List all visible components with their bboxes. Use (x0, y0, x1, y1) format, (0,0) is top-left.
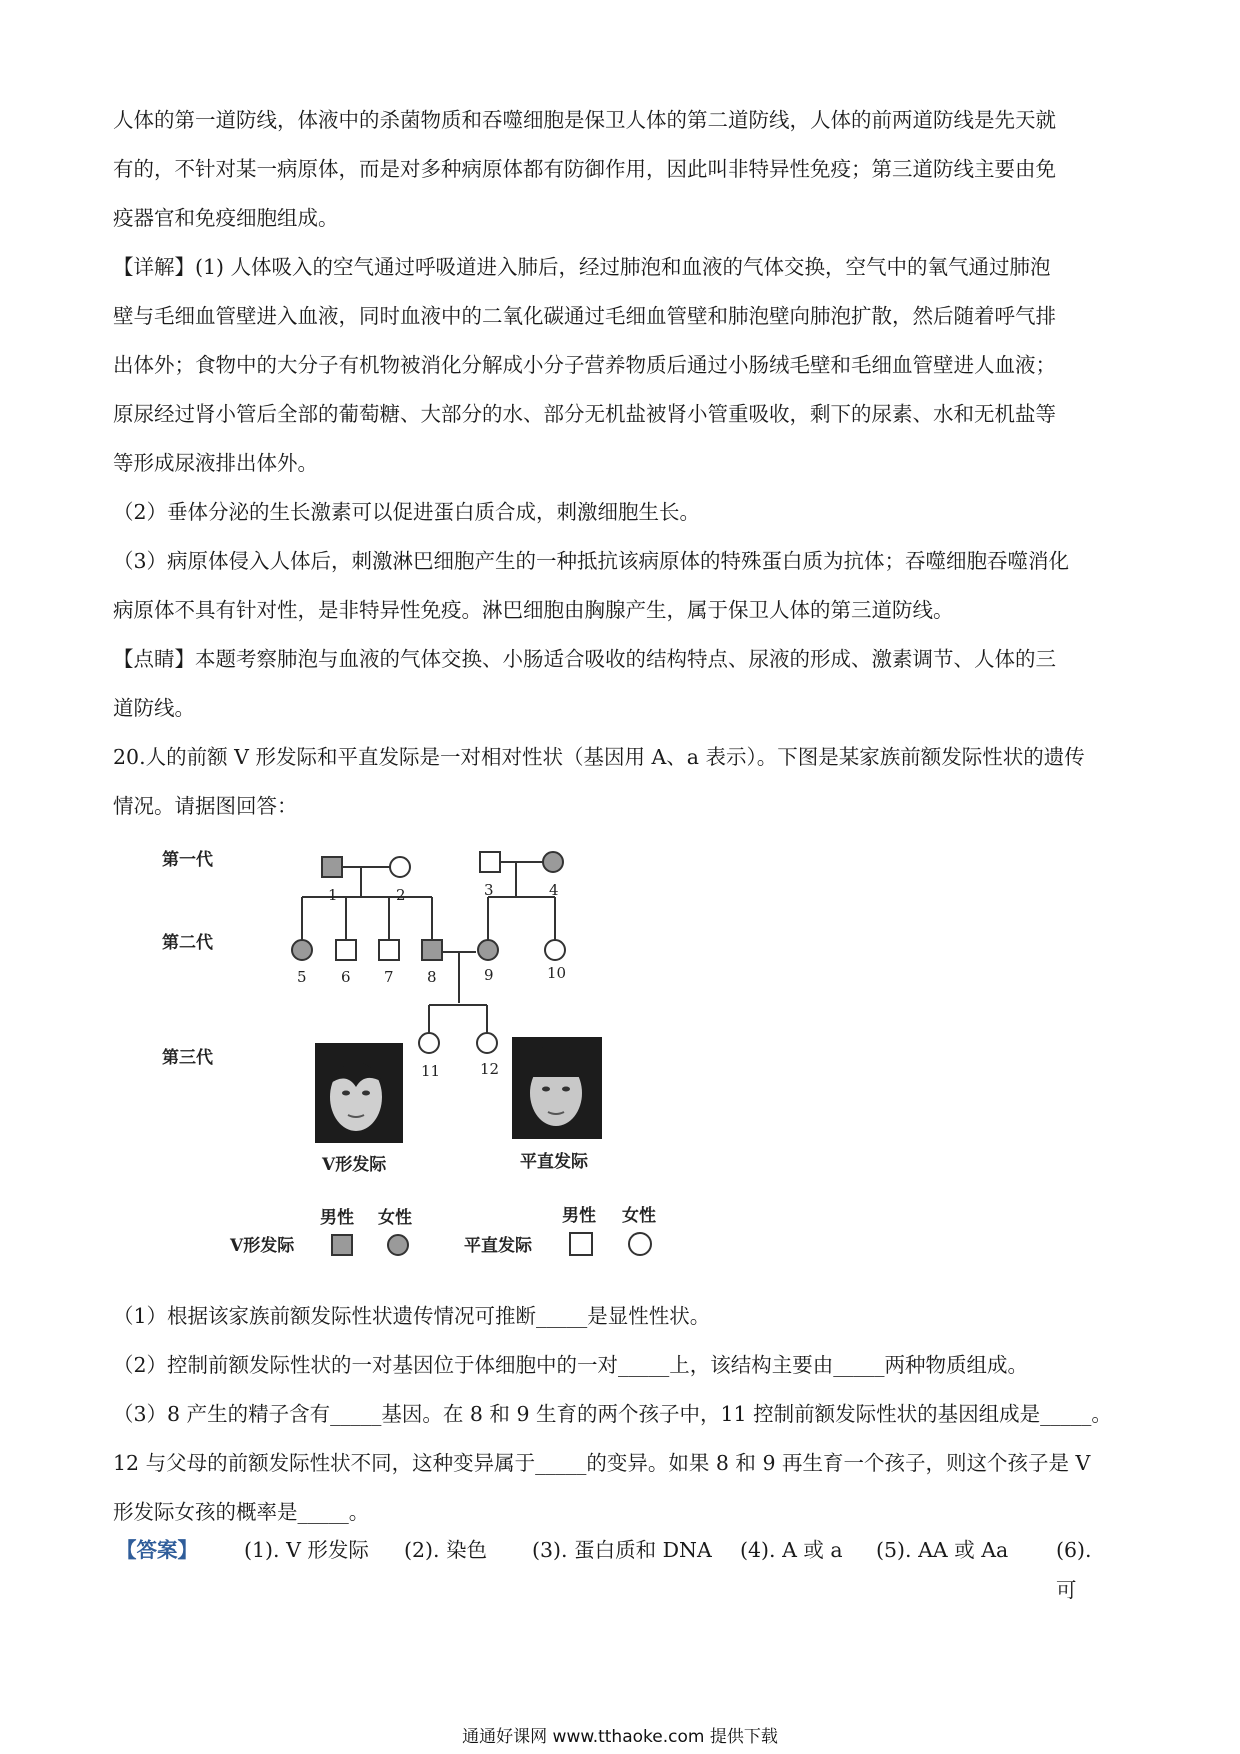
individual-number-7: 7 (384, 968, 394, 986)
question-stem: 20.人的前额 V 形发际和平直发际是一对相对性状（基因用 A、a 表示）。下图是某家族前额发际性状的遗传 (113, 745, 1085, 769)
individual-10-female-straight (545, 940, 565, 960)
generation-label-1: 第一代 (162, 850, 213, 870)
individual-number-4: 4 (549, 881, 559, 899)
legend-v-label: V形发际 (230, 1236, 295, 1256)
individual-4-female-v (543, 852, 563, 872)
detail-tag: 【详解】 (113, 255, 195, 279)
individual-number-9: 9 (484, 966, 494, 984)
question-3: （3）8 产生的精子含有_____基因。在 8 和 9 生育的两个孩子中，11 控制前额发际性状的基因组成是_____。 (113, 1402, 1112, 1426)
photo-caption-straight: 平直发际 (520, 1152, 588, 1172)
individual-3-male-straight (480, 852, 500, 872)
answer-item: (1). V 形发际 (244, 1538, 369, 1562)
explanation-text (113, 96, 1133, 831)
para-line: 有的，不针对某一病原体，而是对多种病原体都有防御作用，因此叫非特异性免疫；第三道防线主要由免 (113, 157, 1056, 181)
legend (229, 1205, 656, 1256)
legend-male-label-2: 男性 (562, 1206, 596, 1226)
individual-7-male-straight (379, 940, 399, 960)
photo-straight-hairline (512, 1037, 602, 1139)
legend-v-male-symbol (332, 1235, 352, 1255)
answer-item: (3). 蛋白质和 DNA (532, 1538, 712, 1562)
question-3-cont: 12 与父母的前额发际性状不同，这种变异属于_____的变异。如果 8 和 9 再生育一个孩子，则这个孩子是 V (113, 1451, 1091, 1475)
answer-item: (2). 染色 (404, 1538, 488, 1562)
legend-female-label-2: 女性 (622, 1206, 656, 1226)
legend-straight-male-symbol (570, 1233, 592, 1255)
para-line: 原尿经过肾小管后全部的葡萄糖、大部分的水、部分无机盐被肾小管重吸收，剩下的尿素、水和无机盐等 (113, 402, 1056, 426)
para-line: 疫器官和免疫细胞组成。 (113, 206, 339, 230)
individual-11-female-v (419, 1033, 439, 1053)
individual-number-3: 3 (484, 881, 494, 899)
para-line: 病原体不具有针对性，是非特异性免疫。淋巴细胞由胸腺产生，属于保卫人体的第三道防线。 (113, 598, 954, 622)
para-line: 出体外；食物中的大分子有机物被消化分解成小分子营养物质后通过小肠绒毛壁和毛细血管壁进人血液； (113, 353, 1056, 377)
individual-number-8: 8 (427, 968, 437, 986)
generation-label-2: 第二代 (162, 933, 213, 953)
para-line: 壁与毛细血管壁进入血液，同时血液中的二氧化碳通过毛细血管壁和肺泡壁向肺泡扩散，然后随着呼气排 (113, 304, 1056, 328)
footer: 通通好课网 www.tthaoke.com 提供下载 (462, 1727, 778, 1747)
individual-number-1: 1 (328, 886, 338, 904)
para-line: （3）病原体侵入人体后，刺激淋巴细胞产生的一种抵抗该病原体的特殊蛋白质为抗体；吞噬细胞吞噬消化 (113, 549, 1070, 573)
detail-section: 【详解】(1) 人体吸入的空气通过呼吸道进入肺后，经过肺泡和血液的气体交换，空气中的氧气通过肺泡 (113, 255, 1051, 279)
answer-item: (4). A 或 a (740, 1538, 843, 1562)
legend-v-female-symbol (388, 1235, 408, 1255)
para-line: （2）垂体分泌的生长激素可以促进蛋白质合成，刺激细胞生长。 (113, 500, 701, 524)
individual-5-female-v (292, 940, 312, 960)
question-stem: 情况。请据图回答： (113, 794, 298, 818)
individual-number-11: 11 (421, 1062, 441, 1080)
comment-tag: 【点睛】 (113, 647, 195, 671)
generation-label-3: 第三代 (162, 1048, 213, 1068)
legend-straight-label: 平直发际 (464, 1236, 532, 1256)
individual-number-2: 2 (396, 886, 406, 904)
individual-2-female-straight (390, 857, 410, 877)
questions (113, 1292, 1133, 1537)
para-line: 等形成尿液排出体外。 (113, 451, 318, 475)
legend-female-label-1: 女性 (378, 1208, 412, 1228)
photo-v-hairline (315, 1043, 403, 1143)
individual-number-10: 10 (547, 964, 567, 982)
individual-1-male-v (322, 857, 342, 877)
para-line: 道防线。 (113, 696, 195, 720)
question-2: （2）控制前额发际性状的一对基因位于体细胞中的一对_____上，该结构主要由_____两种物质组成。 (113, 1353, 1029, 1377)
pedigree-diagram (150, 825, 710, 1265)
answer-item: (5). AA 或 Aa (876, 1538, 1009, 1562)
individual-8-male-v (422, 940, 442, 960)
legend-straight-female-symbol (629, 1233, 651, 1255)
answer-item: (6). 可 (1056, 1538, 1092, 1602)
photo-caption-v: V形发际 (322, 1155, 387, 1175)
individual-12-female-straight (477, 1033, 497, 1053)
comment-section: 【点睛】本题考察肺泡与血液的气体交换、小肠适合吸收的结构特点、尿液的形成、激素调节、人体的三 (113, 647, 1056, 671)
question-1: （1）根据该家族前额发际性状遗传情况可推断_____是显性性状。 (113, 1304, 711, 1328)
individual-number-5: 5 (297, 968, 307, 986)
answer-tag: 【答案】 (116, 1538, 198, 1562)
individual-number-6: 6 (341, 968, 351, 986)
individual-number-12: 12 (480, 1060, 500, 1078)
individual-6-male-straight (336, 940, 356, 960)
answer-line (116, 1530, 1136, 1610)
individual-9-female-v (478, 940, 498, 960)
para-line: 人体的第一道防线，体液中的杀菌物质和吞噬细胞是保卫人体的第二道防线，人体的前两道防线是先天就 (113, 108, 1056, 132)
legend-male-label-1: 男性 (320, 1208, 354, 1228)
question-3-cont: 形发际女孩的概率是_____。 (113, 1500, 370, 1524)
